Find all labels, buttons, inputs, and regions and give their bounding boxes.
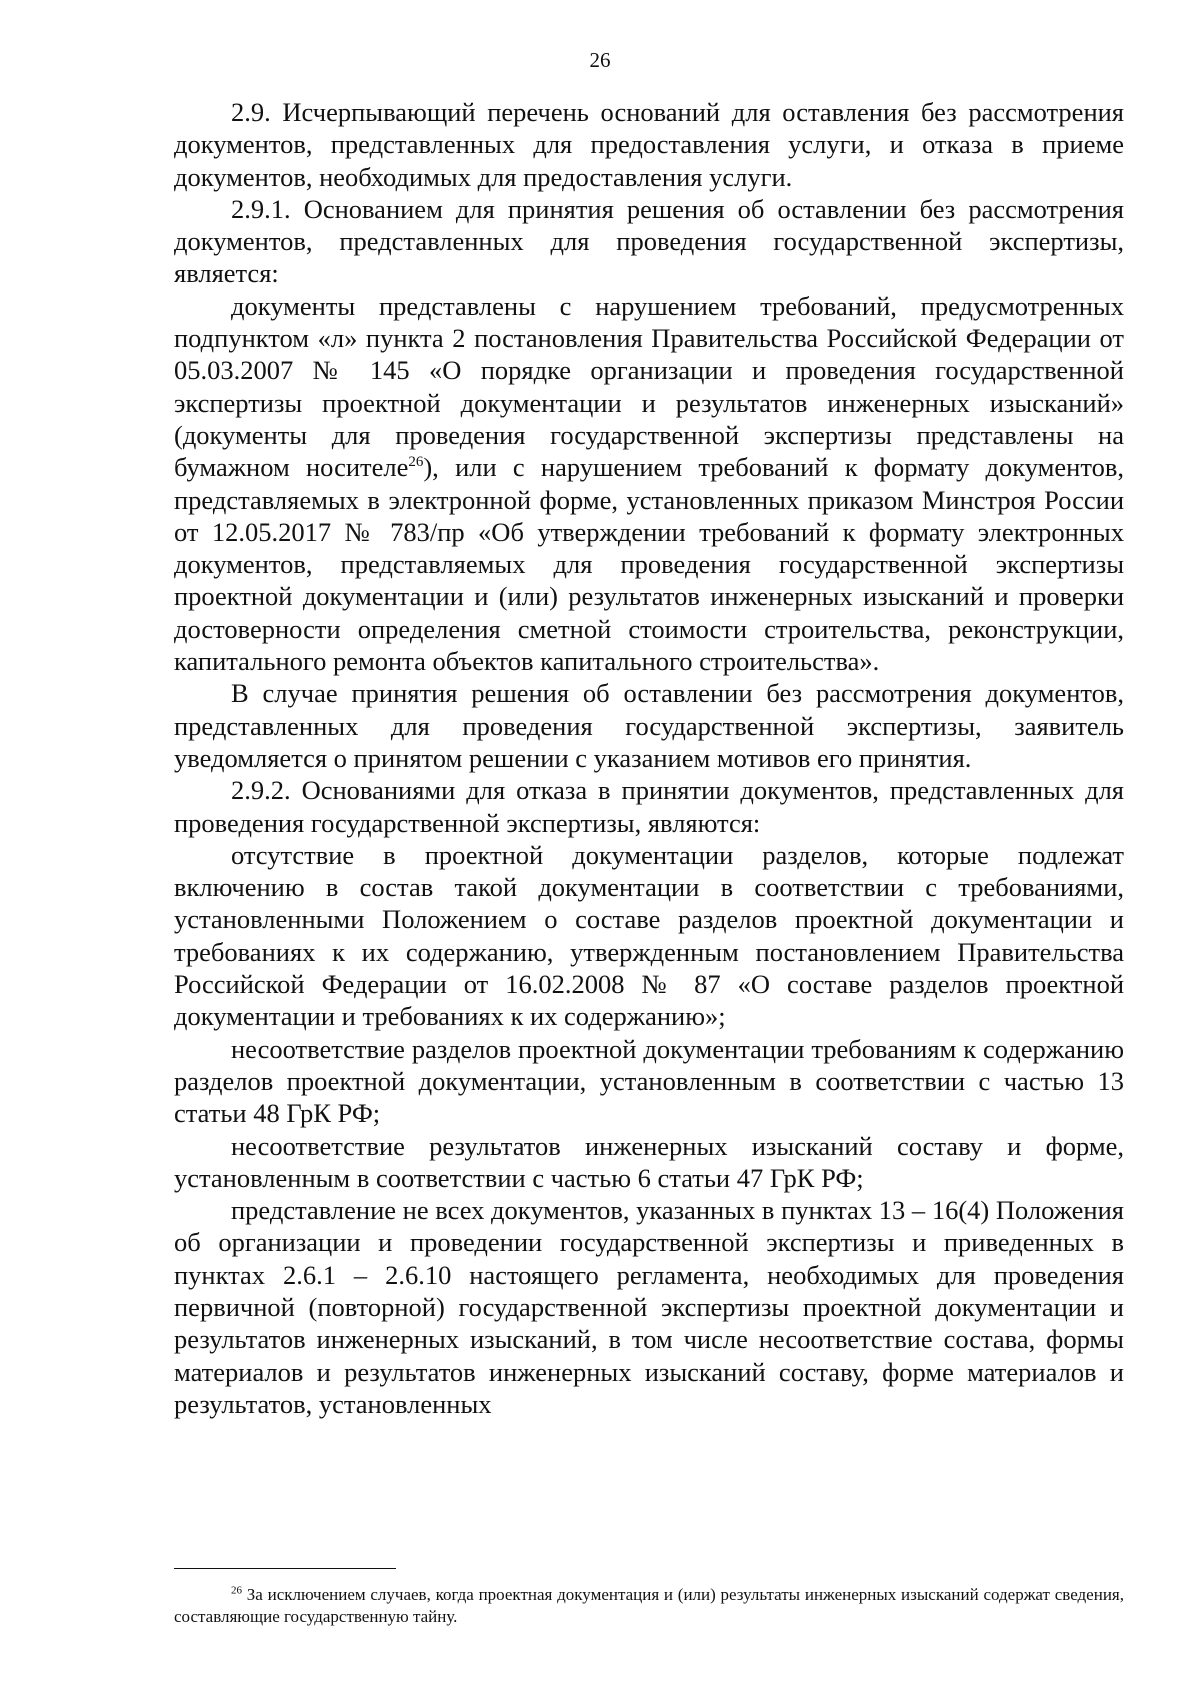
paragraph-section-mismatch: несоответствие разделов проектной документации требованиям к содержанию разделов проектной документации, установленным в соответствии с частью 13 статьи 48 ГрК РФ; — [174, 1033, 1124, 1129]
footnote-reference[interactable]: 26 — [408, 454, 424, 471]
footnote — [174, 1584, 1124, 1628]
paragraph-2-9-1: 2.9.1. Основанием для принятия решения об оставлении без рассмотрения документов, представленных для проведения государственной экспертизы, является: — [174, 193, 1124, 289]
paragraph-text-part: документы представлены с нарушением требований, предусмотренных подпунктом «л» пункта 2 постановления Правительства Российской Федерации от 05.03.2007 № 145 «О порядке организации и проведения государственной экспертизы проектной документации и результатов инженерных изысканий» (документы для проведения государственной экспертизы представлены на бумажном носителе — [174, 290, 1124, 483]
paragraph-2-9: 2.9. Исчерпывающий перечень оснований для оставления без рассмотрения документов, представленных для предоставления услуги, и отказа в приеме документов, необходимых для предоставления услуги. — [174, 97, 1124, 192]
paragraph-2-9-2: 2.9.2. Основаниями для отказа в принятии документов, представленных для проведения государственной экспертизы, являются: — [174, 775, 1124, 838]
footnote-marker: 26 — [231, 1584, 242, 1597]
paragraph-documents-violation — [174, 290, 1124, 678]
paragraph-notification: В случае принятия решения об оставлении без рассмотрения документов, представленных для проведения государственной экспертизы, заявитель уведомляется о принятом решении с указанием мотивов его принятия. — [174, 678, 1124, 773]
footnote-text — [174, 1584, 1124, 1628]
paragraph-surveys-mismatch: несоответствие результатов инженерных изысканий составу и форме, установленным в соответствии с частью 6 статьи 47 ГрК РФ; — [174, 1130, 1124, 1193]
paragraph-incomplete-documents: представление не всех документов, указанных в пунктах 13 – 16(4) Положения об организации и проведении государственной экспертизы и приведенных в пунктах 2.6.1 – 2.6.10 настоящего регламента, необходимых для проведения первичной (повторной) государственной экспертизы проектной документации и результатов инженерных изысканий, в том числе несоответствие состава, формы материалов и результатов инженерных изысканий составу, форме материалов и результатов, установленных — [174, 1195, 1124, 1419]
page-number: 26 — [589, 48, 611, 72]
footnote-separator — [174, 1568, 396, 1569]
footnote-body: За исключением случаев, когда проектная документация и (или) результаты инженерных изысканий содержат сведения, составляющие государственную тайну. — [174, 1585, 1124, 1626]
paragraph-text-part: ), или с нарушением требований к формату документов, представляемых в электронной форме, установленных приказом Минстроя России от 12.05.2017 № 783/пр «Об утверждении требований к формату электронных документов, представляемых для проведения государственной экспертизы проектной документации и (или) результатов инженерных изысканий и проверки достоверности определения сметной стоимости строительства, реконструкции, капитального ремонта объектов капитального строительства». — [174, 452, 1124, 677]
document-body — [174, 96, 1124, 1420]
paragraph-missing-sections: отсутствие в проектной документации разделов, которые подлежат включению в состав такой документации в соответствии с требованиями, установленными Положением о составе разделов проектной документации и требованиях к их содержанию, утвержденным постановлением Правительства Российской Федерации от 16.02.2008 № 87 «О составе разделов проектной документации и требованиях к их содержанию»; — [174, 839, 1124, 1032]
